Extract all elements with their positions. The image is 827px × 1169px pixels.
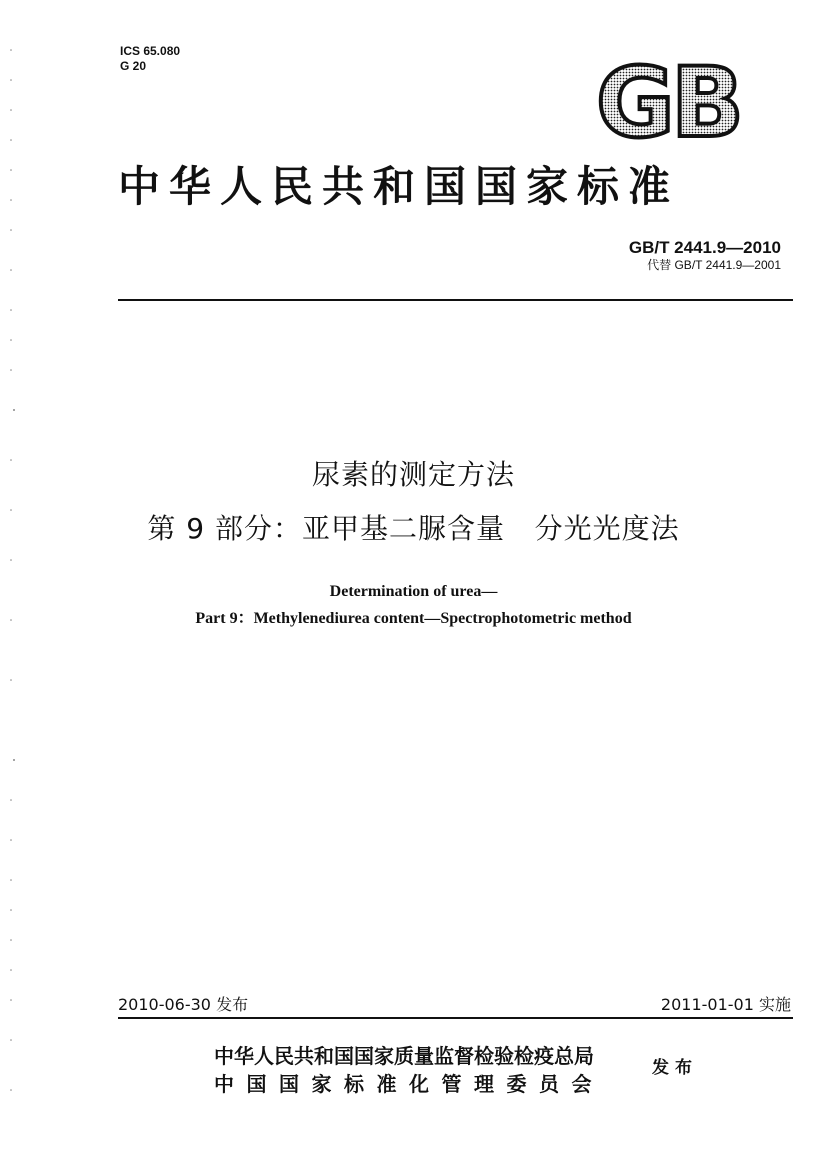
classification-codes	[120, 44, 180, 74]
gb-logo	[583, 56, 753, 144]
replaced-standard: 代替 GB/T 2441.9—2001	[647, 258, 781, 272]
national-standard-title: 中华人民共和国国家标准	[118, 162, 680, 211]
standard-number-block	[629, 238, 781, 273]
standard-number: GB/T 2441.9—2010	[628, 238, 781, 257]
publish-label: 发布	[652, 1058, 698, 1078]
title-english-line-2: Part 9：Methylenediurea content—Spectrophotometric method	[195, 610, 632, 627]
title-english-line-1: Determination of urea—	[329, 583, 498, 600]
gb-logo-text: GB	[596, 56, 740, 144]
header-divider	[118, 299, 793, 301]
ics-code: ICS 65.080	[120, 44, 181, 58]
title-chinese-line-1: 尿素的测定方法	[311, 458, 515, 491]
issue-date: 2010-06-30 发布	[118, 995, 249, 1014]
ccs-code: G 20	[120, 59, 147, 73]
footer-divider	[118, 1017, 793, 1019]
issuer-sac: 中国国家标准化管理委员会	[214, 1072, 604, 1096]
title-chinese-line-2: 第 9 部分：亚甲基二脲含量 分光光度法	[147, 512, 680, 545]
issuer-aqsiq: 中华人民共和国国家质量监督检验检疫总局	[214, 1044, 594, 1068]
effective-date: 2011-01-01 实施	[660, 995, 791, 1014]
